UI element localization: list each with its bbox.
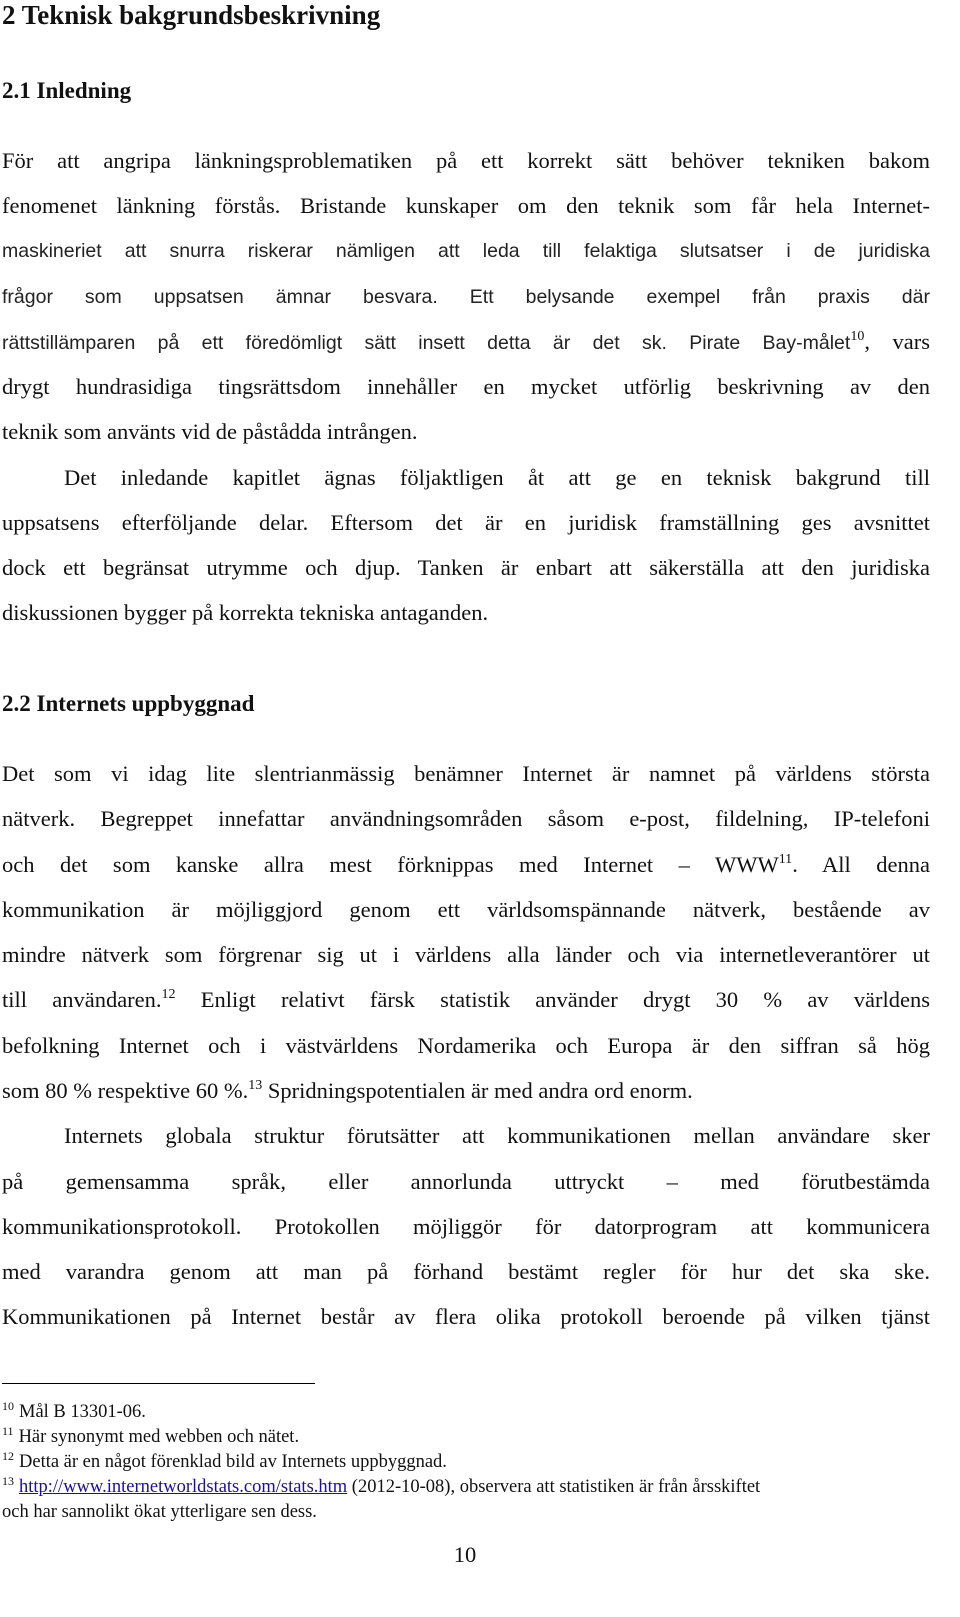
paragraph-line: med varandra genom att man på förhand bestämt regler för hur det ska ske. — [2, 1259, 930, 1284]
footnote-13 — [2, 1475, 930, 1499]
line-text-after: . All denna — [792, 852, 931, 877]
footnote-ref-13[interactable]: 13 — [248, 1078, 263, 1093]
footnote-text: Detta är en något förenklad bild av Internets uppbyggnad. — [19, 1452, 447, 1472]
footnote-number: 13 — [2, 1474, 14, 1488]
footnote-number: 11 — [2, 1424, 14, 1438]
footnote-11 — [2, 1425, 930, 1449]
paragraph-line: mindre nätverk som förgrenar sig ut i världens alla länder och via internetleverantörer ut — [2, 942, 930, 967]
paragraph-line — [2, 327, 930, 358]
paragraph-line: Det som vi idag lite slentrianmässig benämner Internet är namnet på världens största — [2, 761, 930, 786]
paragraph-line: maskineriet att snurra riskerar nämligen att leda till felaktiga slutsatser i de juridiska — [2, 240, 930, 262]
footnote-13-continued: och har sannolikt ökat ytterligare sen dess. — [2, 1502, 317, 1522]
paragraph-line: Internets globala struktur förutsätter att kommunikationen mellan användare sker — [64, 1123, 930, 1148]
paragraph-line: För att angripa länkningsproblematiken på ett korrekt sätt behöver tekniken bakom — [2, 148, 930, 173]
section-title-inledning: 2.1 Inledning — [2, 78, 132, 103]
footnote-10 — [2, 1400, 930, 1424]
line-text-after: Enligt relativt färsk statistik använder drygt 30 % av världens — [175, 987, 930, 1012]
paragraph-line: frågor som uppsatsen ämnar besvara. Ett belysande exempel från praxis där — [2, 286, 930, 308]
paragraph-line: Det inledande kapitlet ägnas följaktligen åt att ge en teknisk bakgrund till — [64, 465, 930, 490]
footnote-number: 10 — [2, 1399, 14, 1413]
footnote-ref-11[interactable]: 11 — [778, 852, 793, 867]
footnote-link[interactable]: http://www.internetworldstats.com/stats.htm — [19, 1477, 348, 1497]
paragraph-line: dock ett begränsat utrymme och djup. Tanken är enbart att säkerställa att den juridiska — [2, 555, 930, 580]
paragraph-line: kommunikation är möjliggjord genom ett världsomspännande nätverk, bestående av — [2, 897, 930, 922]
paragraph-line: diskussionen bygger på korrekta tekniska antaganden. — [2, 600, 489, 625]
line-text: som 80 % respektive 60 %. — [2, 1078, 249, 1103]
paragraph-line: teknik som använts vid de påstådda intrången. — [2, 419, 418, 444]
footnote-separator — [2, 1383, 315, 1384]
chapter-title: 2 Teknisk bakgrundsbeskrivning — [2, 0, 381, 30]
paragraph-line: kommunikationsprotokoll. Protokollen möjliggör för datorprogram att kommunicera — [2, 1214, 930, 1239]
paragraph-line: nätverk. Begreppet innefattar användningsområden såsom e-post, fildelning, IP-telefoni — [2, 806, 930, 831]
line-text-after: Spridningspotentialen är med andra ord enorm. — [262, 1078, 693, 1103]
paragraph-line: drygt hundrasidiga tingsrättsdom innehåller en mycket utförlig beskrivning av den — [2, 374, 930, 399]
line-text: till användaren. — [2, 987, 162, 1012]
line-text: och det som kanske allra mest förknippas med Internet – WWW — [2, 852, 779, 877]
line-text-after: , vars — [864, 329, 930, 354]
footnote-text: (2012-10-08), observera att statistiken är från årsskiftet — [347, 1477, 761, 1497]
footnote-12 — [2, 1450, 930, 1474]
paragraph-line — [2, 850, 930, 880]
paragraph-line: fenomenet länkning förstås. Bristande kunskaper om den teknik som får hela Internet- — [2, 193, 930, 218]
section-title-internets-uppbyggnad: 2.2 Internets uppbyggnad — [2, 691, 255, 716]
footnote-text: Mål B 13301-06. — [19, 1402, 146, 1422]
page-number: 10 — [453, 1542, 477, 1567]
paragraph-line: Kommunikationen på Internet består av flera olika protokoll beroende på vilken tjänst — [2, 1304, 930, 1329]
footnote-ref-10[interactable]: 10 — [850, 329, 865, 344]
footnote-number: 12 — [2, 1449, 14, 1463]
paragraph-line: befolkning Internet och i västvärldens Nordamerika och Europa är den siffran så hög — [2, 1033, 930, 1058]
footnote-ref-12[interactable]: 12 — [161, 987, 176, 1002]
paragraph-line: uppsatsens efterföljande delar. Eftersom det är en juridisk framställning ges avsnittet — [2, 510, 930, 535]
paragraph-line — [2, 1076, 930, 1106]
paragraph-line — [2, 985, 930, 1015]
line-text: rättstillämparen på ett föredömligt sätt insett detta är det sk. Pirate Bay-målet — [2, 332, 851, 354]
footnote-text: Här synonymt med webben och nätet. — [18, 1427, 300, 1447]
paragraph-line: på gemensamma språk, eller annorlunda uttryckt – med förutbestämda — [2, 1169, 930, 1194]
